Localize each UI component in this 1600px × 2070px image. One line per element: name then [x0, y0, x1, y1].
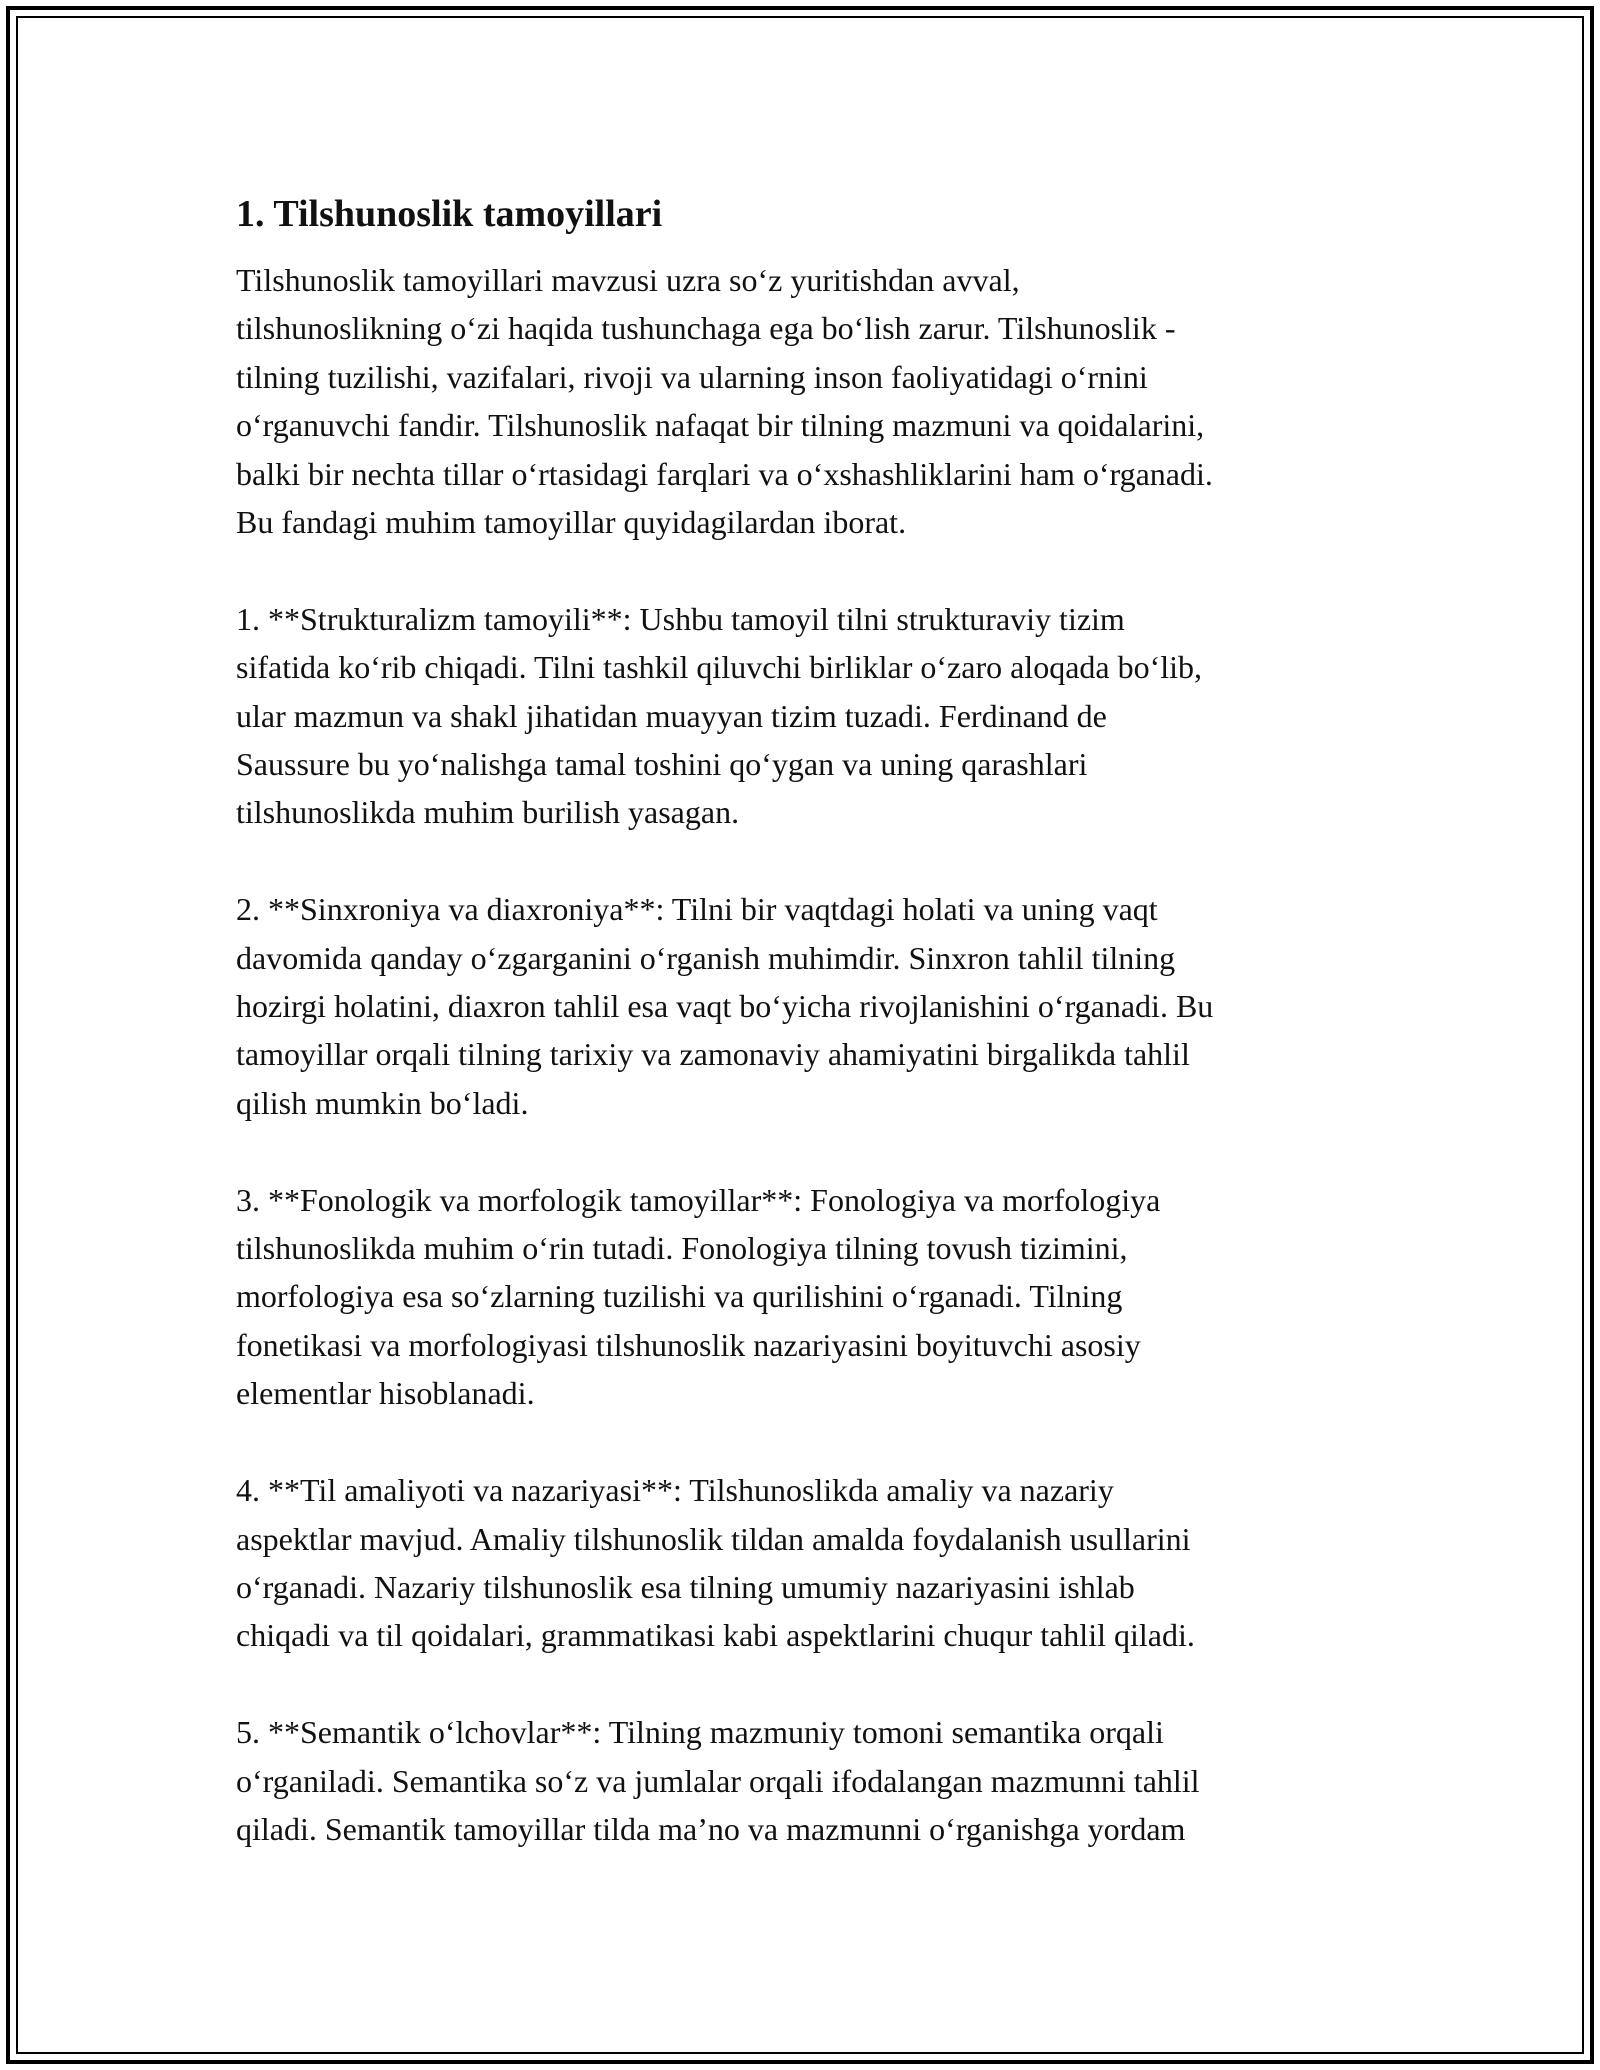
text-line: elementlar hisoblanadi. — [236, 1375, 535, 1412]
document-title: 1. Tilshunoslik tamoyillari — [236, 193, 663, 235]
text-line: sifatida ko‘rib chiqadi. Tilni tashkil qiluvchi birliklar o‘zaro aloqada bo‘lib, — [236, 649, 1203, 686]
text-line: ular mazmun va shakl jihatidan muayyan tizim tuzadi. Ferdinand de — [236, 697, 1107, 734]
text-line: 3. **Fonologik va morfologik tamoyillar**: Fonologiya va morfologiya — [236, 1181, 1161, 1218]
text-line: Saussure bu yo‘nalishga tamal toshini qo‘ygan va uning qarashlari — [236, 746, 1088, 783]
text-line: 1. **Strukturalizm tamoyili**: Ushbu tamoyil tilni strukturaviy tizim — [236, 600, 1125, 637]
text-line: o‘rganuvchi fandir. Tilshunoslik nafaqat bir tilning mazmuni va qoidalarini, — [236, 407, 1205, 444]
paragraph — [236, 595, 1376, 837]
paragraph — [236, 1176, 1376, 1418]
text-line: tilshunoslikning o‘zi haqida tushunchaga ega bo‘lish zarur. Tilshunoslik - — [236, 310, 1176, 347]
text-line: qiladi. Semantik tamoyillar tilda ma’no va mazmunni o‘rganishga yordam — [236, 1810, 1186, 1847]
text-line: hozirgi holatini, diaxron tahlil esa vaqt bo‘yicha rivojlanishini o‘rganadi. Bu — [236, 988, 1214, 1025]
text-line: 5. **Semantik o‘lchovlar**: Tilning mazmuniy tomoni semantika orqali — [236, 1714, 1164, 1751]
text-line: o‘rganiladi. Semantika so‘z va jumlalar orqali ifodalangan mazmunni tahlil — [236, 1762, 1200, 1799]
text-line: aspektlar mavjud. Amaliy tilshunoslik tildan amalda foydalanish usullarini — [236, 1520, 1191, 1557]
text-line: chiqadi va til qoidalari, grammatikasi kabi aspektlarini chuqur tahlil qiladi. — [236, 1617, 1195, 1654]
paragraph — [236, 1708, 1376, 1853]
paragraph — [236, 1466, 1376, 1660]
text-line: tilshunoslikda muhim burilish yasagan. — [236, 794, 740, 831]
text-line: 2. **Sinxroniya va diaxroniya**: Tilni bir vaqtdagi holati va uning vaqt — [236, 891, 1158, 928]
text-line: davomida qanday o‘zgarganini o‘rganish muhimdir. Sinxron tahlil tilning — [236, 939, 1176, 976]
text-line: 4. **Til amaliyoti va nazariyasi**: Tilshunoslikda amaliy va nazariy — [236, 1472, 1114, 1509]
paragraph — [236, 256, 1376, 546]
text-line: tilshunoslikda muhim o‘rin tutadi. Fonologiya tilning tovush tizimini, — [236, 1230, 1128, 1267]
text-line: balki bir nechta tillar o‘rtasidagi farqlari va o‘xshashliklarini ham o‘rganadi. — [236, 455, 1213, 492]
text-line: morfologiya esa so‘zlarning tuzilishi va qurilishini o‘rganadi. Tilning — [236, 1278, 1123, 1315]
paragraph-list — [236, 256, 1376, 1853]
text-line: tamoyillar orqali tilning tarixiy va zamonaviy ahamiyatini birgalikda tahlil — [236, 1036, 1190, 1073]
text-line: qilish mumkin bo‘ladi. — [236, 1084, 529, 1121]
text-line: fonetikasi va morfologiyasi tilshunoslik nazariyasini boyituvchi asosiy — [236, 1326, 1141, 1363]
text-line: tilning tuzilishi, vazifalari, rivoji va ularning inson faoliyatidagi o‘rnini — [236, 358, 1148, 395]
paragraph — [236, 885, 1376, 1127]
text-line: o‘rganadi. Nazariy tilshunoslik esa tilning umumiy nazariyasini ishlab — [236, 1568, 1135, 1605]
text-line: Bu fandagi muhim tamoyillar quyidagilardan iborat. — [236, 504, 907, 541]
document-body — [236, 190, 1376, 1902]
text-line: Tilshunoslik tamoyillari mavzusi uzra so‘z yuritishdan avval, — [236, 262, 1020, 298]
